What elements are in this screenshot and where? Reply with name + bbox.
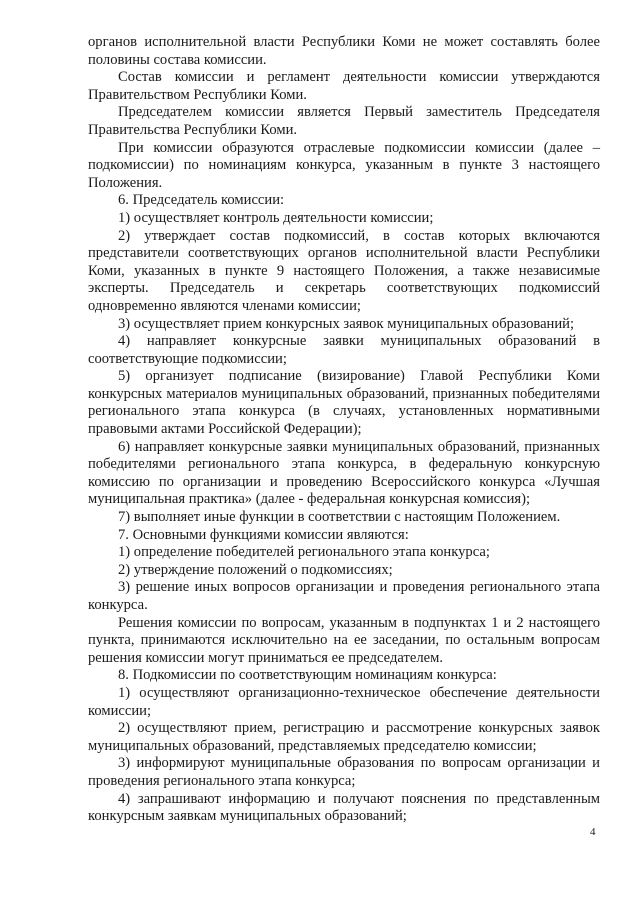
list-item-6-2: 2) утверждает состав подкомиссий, в состав которых включаются представители соответствующих органов исполнительной власти Республики Коми, указанных в пункте 9 настоящего Положения, а также независимые эксперты. Председатель и секретарь соответствующих подкомиссий одновременно являются членами комиссии;	[88, 227, 600, 314]
paragraph-subcommissions: При комиссии образуются отраслевые подкомиссии комиссии (далее – подкомиссии) по номинациям конкурса, указанным в пункте 3 настоящего Положения.	[88, 139, 600, 191]
list-item-8-4: 4) запрашивают информацию и получают пояснения по представленным конкурсным заявкам муниципальных образований;	[88, 790, 600, 825]
paragraph-commission-decisions: Решения комиссии по вопросам, указанным в подпунктах 1 и 2 настоящего пункта, принимаются исключительно на ее заседании, по остальным вопросам решения комиссии могут приниматься ее председателем.	[88, 614, 600, 666]
document-page	[88, 34, 600, 826]
list-item-6-6: 6) направляет конкурсные заявки муниципальных образований, признанных победителями регионального этапа конкурса, в федеральную конкурсную комиссию по организации и проведению Всероссийского конкурса «Лучшая муниципальная практика» (далее - федеральная конкурсная комиссия);	[88, 438, 600, 508]
list-item-7-2: 2) утверждение положений о подкомиссиях;	[118, 561, 393, 578]
paragraph-commission-approval: Состав комиссии и регламент деятельности комиссии утверждаются Правительством Республики Коми.	[88, 69, 600, 103]
list-item-6-4: 4) направляет конкурсные заявки муниципальных образований в соответствующие подкомиссии;	[88, 333, 600, 367]
list-item-6-1: 1) осуществляет контроль деятельности комиссии;	[118, 209, 434, 226]
paragraph-commission-composition-end: органов исполнительной власти Республики Коми не может составлять более половины состава комиссии.	[88, 34, 600, 68]
list-item-8-1: 1) осуществляют организационно-техническое обеспечение деятельности комиссии;	[88, 684, 600, 719]
list-item-6-7: 7) выполняет иные функции в соответствии с настоящим Положением.	[118, 509, 561, 526]
page-number: 4	[590, 826, 596, 838]
list-item-8-2: 2) осуществляют прием, регистрацию и рассмотрение конкурсных заявок муниципальных образований, представляемых председателю комиссии;	[88, 720, 600, 754]
section-7-heading: 7. Основными функциями комиссии являются:	[118, 526, 409, 543]
section-6-heading: 6. Председатель комиссии:	[118, 192, 285, 209]
section-8-heading: 8. Подкомиссии по соответствующим номинациям конкурса:	[118, 667, 497, 684]
list-item-6-5: 5) организует подписание (визирование) Главой Республики Коми конкурсных материалов муниципальных образований, признанных победителями регионального этапа конкурса (в случаях, установленных нормативными правовыми актами Российской Федерации);	[88, 368, 600, 438]
list-item-8-3: 3) информируют муниципальные образования по вопросам организации и проведения регионального этапа конкурса;	[88, 755, 600, 789]
list-item-6-3: 3) осуществляет прием конкурсных заявок муниципальных образований;	[118, 315, 575, 332]
list-item-7-1: 1) определение победителей регионального этапа конкурса;	[118, 544, 490, 561]
paragraph-commission-chair: Председателем комиссии является Первый заместитель Председателя Правительства Республики Коми.	[88, 104, 600, 138]
list-item-7-3: 3) решение иных вопросов организации и проведения регионального этапа конкурса.	[88, 579, 600, 613]
